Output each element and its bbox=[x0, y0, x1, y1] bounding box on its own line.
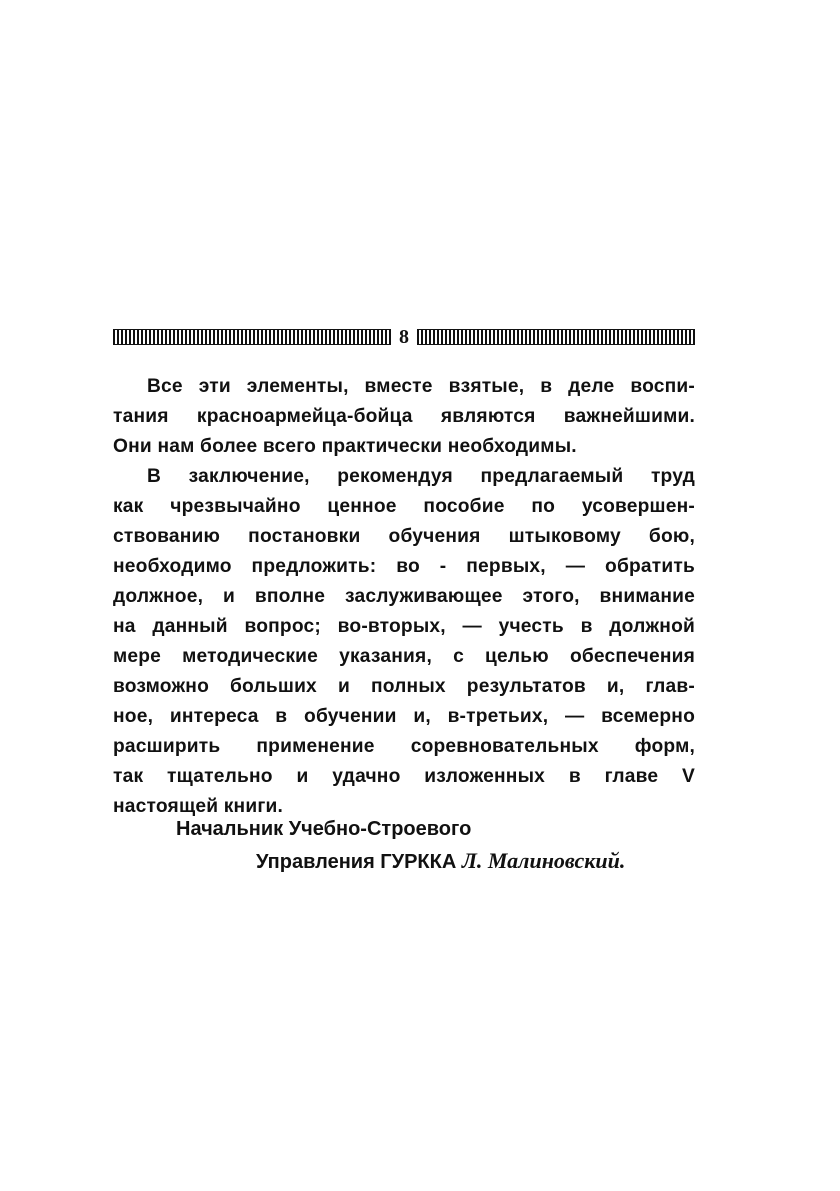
text-line: возможно больших и полных результатов и, глав- bbox=[113, 676, 695, 697]
text-line: Все эти элементы, вместе взятые, в деле воспи- bbox=[147, 376, 695, 397]
text-line: на данный вопрос; во-вторых, — учесть в должной bbox=[113, 616, 695, 637]
text-line: ствованию постановки обучения штыковому бою, bbox=[113, 526, 695, 547]
text-line: настоящей книги. bbox=[113, 796, 284, 817]
text-line: ное, интереса в обучении и, в-третьих, — всемерно bbox=[113, 706, 695, 727]
body-text bbox=[113, 372, 695, 822]
text-line: В заключение, рекомендуя предлагаемый труд bbox=[147, 466, 695, 487]
text-line: расширить применение соревновательных форм, bbox=[113, 736, 695, 757]
paragraph-2 bbox=[113, 462, 695, 822]
text-line: Они нам более всего практически необходимы. bbox=[113, 436, 577, 457]
signature-name: Л. Малиновский. bbox=[461, 848, 626, 873]
text-line: мере методические указания, с целью обеспечения bbox=[113, 646, 695, 667]
header-ornament-right bbox=[417, 329, 695, 345]
signature-title-line-1: Начальник Учебно-Строевого bbox=[176, 818, 472, 840]
text-line: так тщательно и удачно изложенных в главе V bbox=[113, 766, 695, 787]
text-line: как чрезвычайно ценное пособие по усовершен- bbox=[113, 496, 695, 517]
text-line: необходимо предложить: во - первых, — обратить bbox=[113, 556, 695, 577]
page-number: 8 bbox=[399, 326, 409, 348]
header-ornament-left bbox=[113, 329, 391, 345]
text-line: должное, и вполне заслуживающее этого, внимание bbox=[113, 586, 695, 607]
paragraph-1 bbox=[113, 372, 695, 462]
text-line: тания красноармейца-бойца являются важнейшими. bbox=[113, 406, 695, 427]
running-header bbox=[113, 326, 695, 348]
signature-title-line-2-text: Управления ГУРККА bbox=[256, 851, 457, 873]
signature-title-line-2 bbox=[256, 846, 625, 877]
